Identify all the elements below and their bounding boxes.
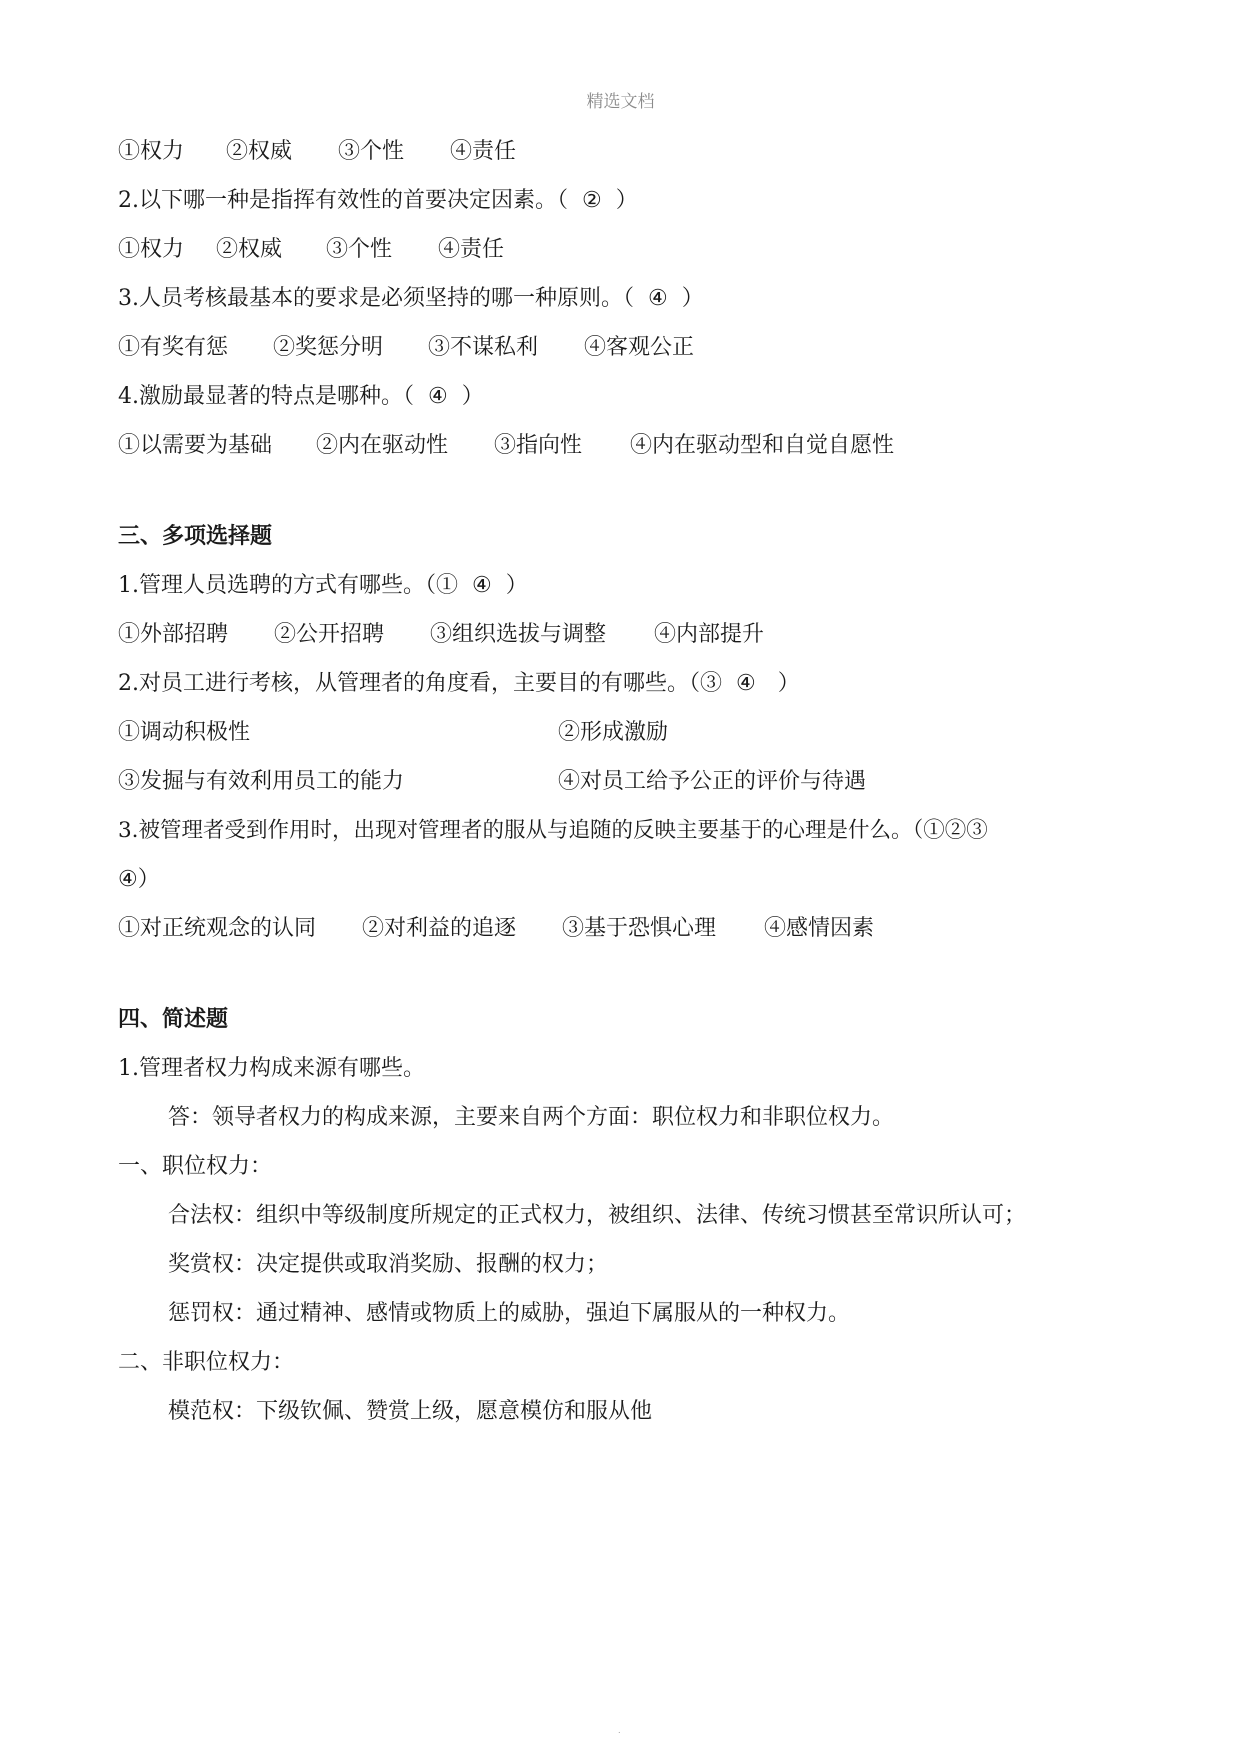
answer-mark: ④: [736, 671, 756, 696]
option: ②形成激励: [558, 720, 669, 745]
option: ①有奖有惩: [118, 335, 229, 360]
option: ②公开招聘: [274, 622, 385, 647]
q4-options: [118, 429, 1128, 463]
answer-mark: ④: [648, 286, 668, 311]
part-title: 一、职位权力：: [118, 1154, 273, 1179]
list-item: 奖赏权：决定提供或取消奖励、报酬的权力；: [168, 1252, 609, 1277]
mc-question-2: [118, 667, 1128, 701]
question-text: 2.对员工进行考核，从管理者的角度看，主要目的有哪些。（③: [118, 671, 722, 696]
option: ③个性: [326, 237, 393, 262]
answer-mark: ④: [472, 573, 492, 598]
list-item: 惩罚权：通过精神、感情或物质上的威胁，强迫下属服从的一种权力。: [168, 1301, 851, 1326]
question-text: 2.以下哪一种是指挥有效性的首要决定因素。（: [118, 188, 568, 213]
close-paren: ）: [615, 188, 638, 213]
option: ③基于恐惧心理: [562, 916, 717, 941]
answer-mark: ④: [428, 384, 448, 409]
section-title: 三、多项选择题: [118, 524, 273, 549]
question-2: [118, 184, 1128, 218]
option: ①权力: [118, 139, 185, 164]
option: ④客观公正: [584, 335, 695, 360]
mc-q3-options: [118, 912, 1128, 946]
close-paren: ）: [681, 286, 704, 311]
close-paren: ）: [505, 573, 528, 598]
mc-question-3-line2: ④）: [118, 867, 160, 892]
close-paren: ）: [777, 671, 800, 696]
question-3: [118, 282, 1128, 316]
option: ④对员工给予公正的评价与待遇: [558, 769, 867, 794]
option: ②奖惩分明: [273, 335, 384, 360]
mc-q2-options-row1: [118, 716, 1128, 750]
option: ①对正统观念的认同: [118, 916, 317, 941]
mc-question-3-line1: 3.被管理者受到作用时，出现对管理者的服从与追随的反映主要基于的心理是什么。（①②③: [118, 818, 988, 843]
page-footer: .: [618, 1726, 621, 1735]
option: ③个性: [338, 139, 405, 164]
q1-options: [118, 135, 1128, 169]
part-title: 二、非职位权力：: [118, 1350, 295, 1375]
option: ①调动积极性: [118, 720, 251, 745]
essay-question-1: 1.管理者权力构成来源有哪些。: [118, 1056, 425, 1081]
mc-q1-options: [118, 618, 1128, 652]
close-paren: ）: [461, 384, 484, 409]
option: ②权威: [226, 139, 293, 164]
option: ④责任: [450, 139, 517, 164]
question-4: [118, 380, 1128, 414]
question-text: 3.人员考核最基本的要求是必须坚持的哪一种原则。（: [118, 286, 634, 311]
mc-q2-options-row2: [118, 765, 1128, 799]
question-text: 1.管理人员选聘的方式有哪些。（①: [118, 573, 458, 598]
q2-options: [118, 233, 1128, 267]
list-item: 模范权：下级钦佩、赞赏上级，愿意模仿和服从他: [168, 1399, 653, 1424]
option: ③发掘与有效利用员工的能力: [118, 769, 405, 794]
option: ②权威: [216, 237, 283, 262]
option: ④内在驱动型和自觉自愿性: [630, 433, 895, 458]
option: ④感情因素: [764, 916, 875, 941]
answer-intro: 答：领导者权力的构成来源，主要来自两个方面：职位权力和非职位权力。: [168, 1105, 895, 1130]
option: ①以需要为基础: [118, 433, 273, 458]
option: ②内在驱动性: [316, 433, 449, 458]
list-item: 合法权：组织中等级制度所规定的正式权力，被组织、法律、传统习惯甚至常识所认可；: [168, 1203, 1027, 1228]
option: ③组织选拔与调整: [430, 622, 607, 647]
option: ②对利益的追逐: [362, 916, 517, 941]
option: ①权力: [118, 237, 185, 262]
question-text: 4.激励最显著的特点是哪种。（: [118, 384, 414, 409]
page-header: 精选文档: [586, 92, 655, 112]
mc-question-1: [118, 569, 1128, 603]
section-title: 四、简述题: [118, 1007, 229, 1032]
option: ③不谋私利: [428, 335, 539, 360]
answer-mark: ②: [582, 188, 602, 213]
q3-options: [118, 331, 1128, 365]
option: ③指向性: [494, 433, 583, 458]
option: ④内部提升: [654, 622, 765, 647]
option: ④责任: [438, 237, 505, 262]
option: ①外部招聘: [118, 622, 229, 647]
